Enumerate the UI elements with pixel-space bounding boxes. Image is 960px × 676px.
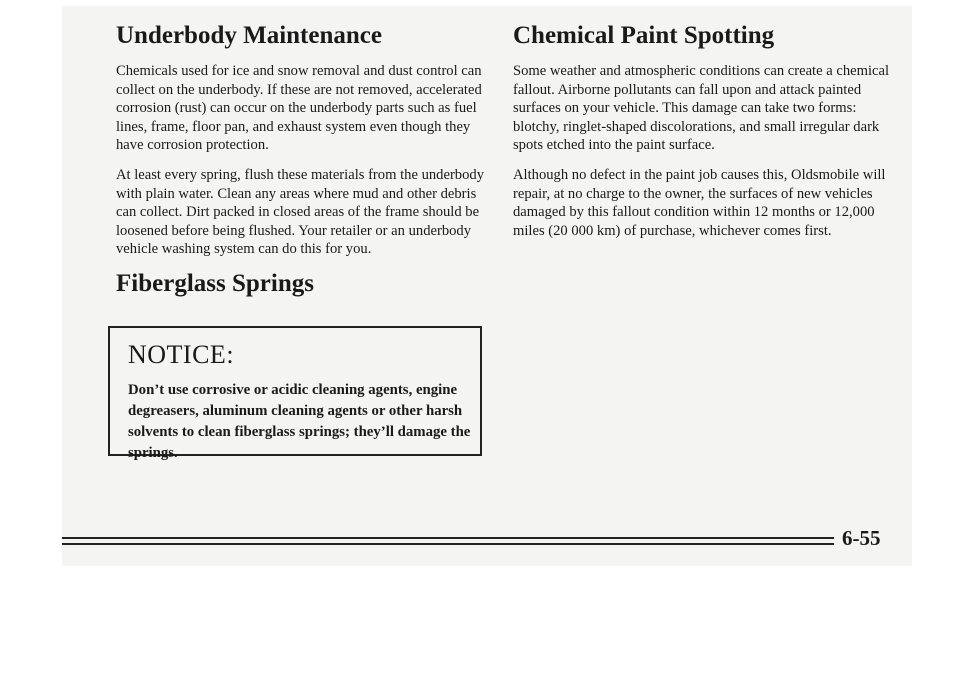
underbody-paragraph-1: Chemicals used for ice and snow removal and dust control can collect on the underbody. If these are not removed, accelerated corrosion (rust) can occur on the underbody parts such as fuel lines, frame, floor pan, and exhaust system even though they have corrosion protection. — [116, 63, 482, 154]
footer-rule-top — [62, 537, 834, 539]
underbody-paragraph-2: At least every spring, flush these materials from the underbody with plain water. Clean any areas where mud and other debris can collect. Dirt packed in closed areas of the frame should be loosened before being flushed. Your retailer or an underbody vehicle washing system can do this for you. — [116, 166, 484, 258]
page-number: 6-55 — [842, 526, 881, 550]
paint-spotting-paragraph-1: Some weather and atmospheric conditions can create a chemical fallout. Airborne pollutants can fall upon and attack painted surfaces on your vehicle. This damage can take two forms: blotchy, ringlet-shaped discolorations, and small irregular dark spots etched into the paint surface. — [513, 63, 890, 154]
right-column — [513, 22, 898, 251]
footer-rule-bottom — [62, 543, 834, 545]
chemical-paint-spotting-heading: Chemical Paint Spotting — [513, 22, 775, 49]
paint-spotting-paragraph-2: Although no defect in the paint job causes this, Oldsmobile will repair, at no charge to the owner, the surfaces of new vehicles damaged by this fallout condition within 12 months or 12,000 miles (20 000 km) of purchase, whichever comes first. — [513, 166, 886, 239]
notice-box — [108, 326, 482, 461]
notice-title: NOTICE: — [128, 340, 235, 369]
fiberglass-springs-heading: Fiberglass Springs — [116, 269, 314, 297]
left-column — [116, 22, 491, 310]
notice-text: Don’t use corrosive or acidic cleaning agents, engine degreasers, aluminum cleaning agents or other harsh solvents to clean fiberglass springs; they’ll damage the springs. — [128, 382, 471, 461]
underbody-maintenance-heading: Underbody Maintenance — [116, 22, 382, 49]
